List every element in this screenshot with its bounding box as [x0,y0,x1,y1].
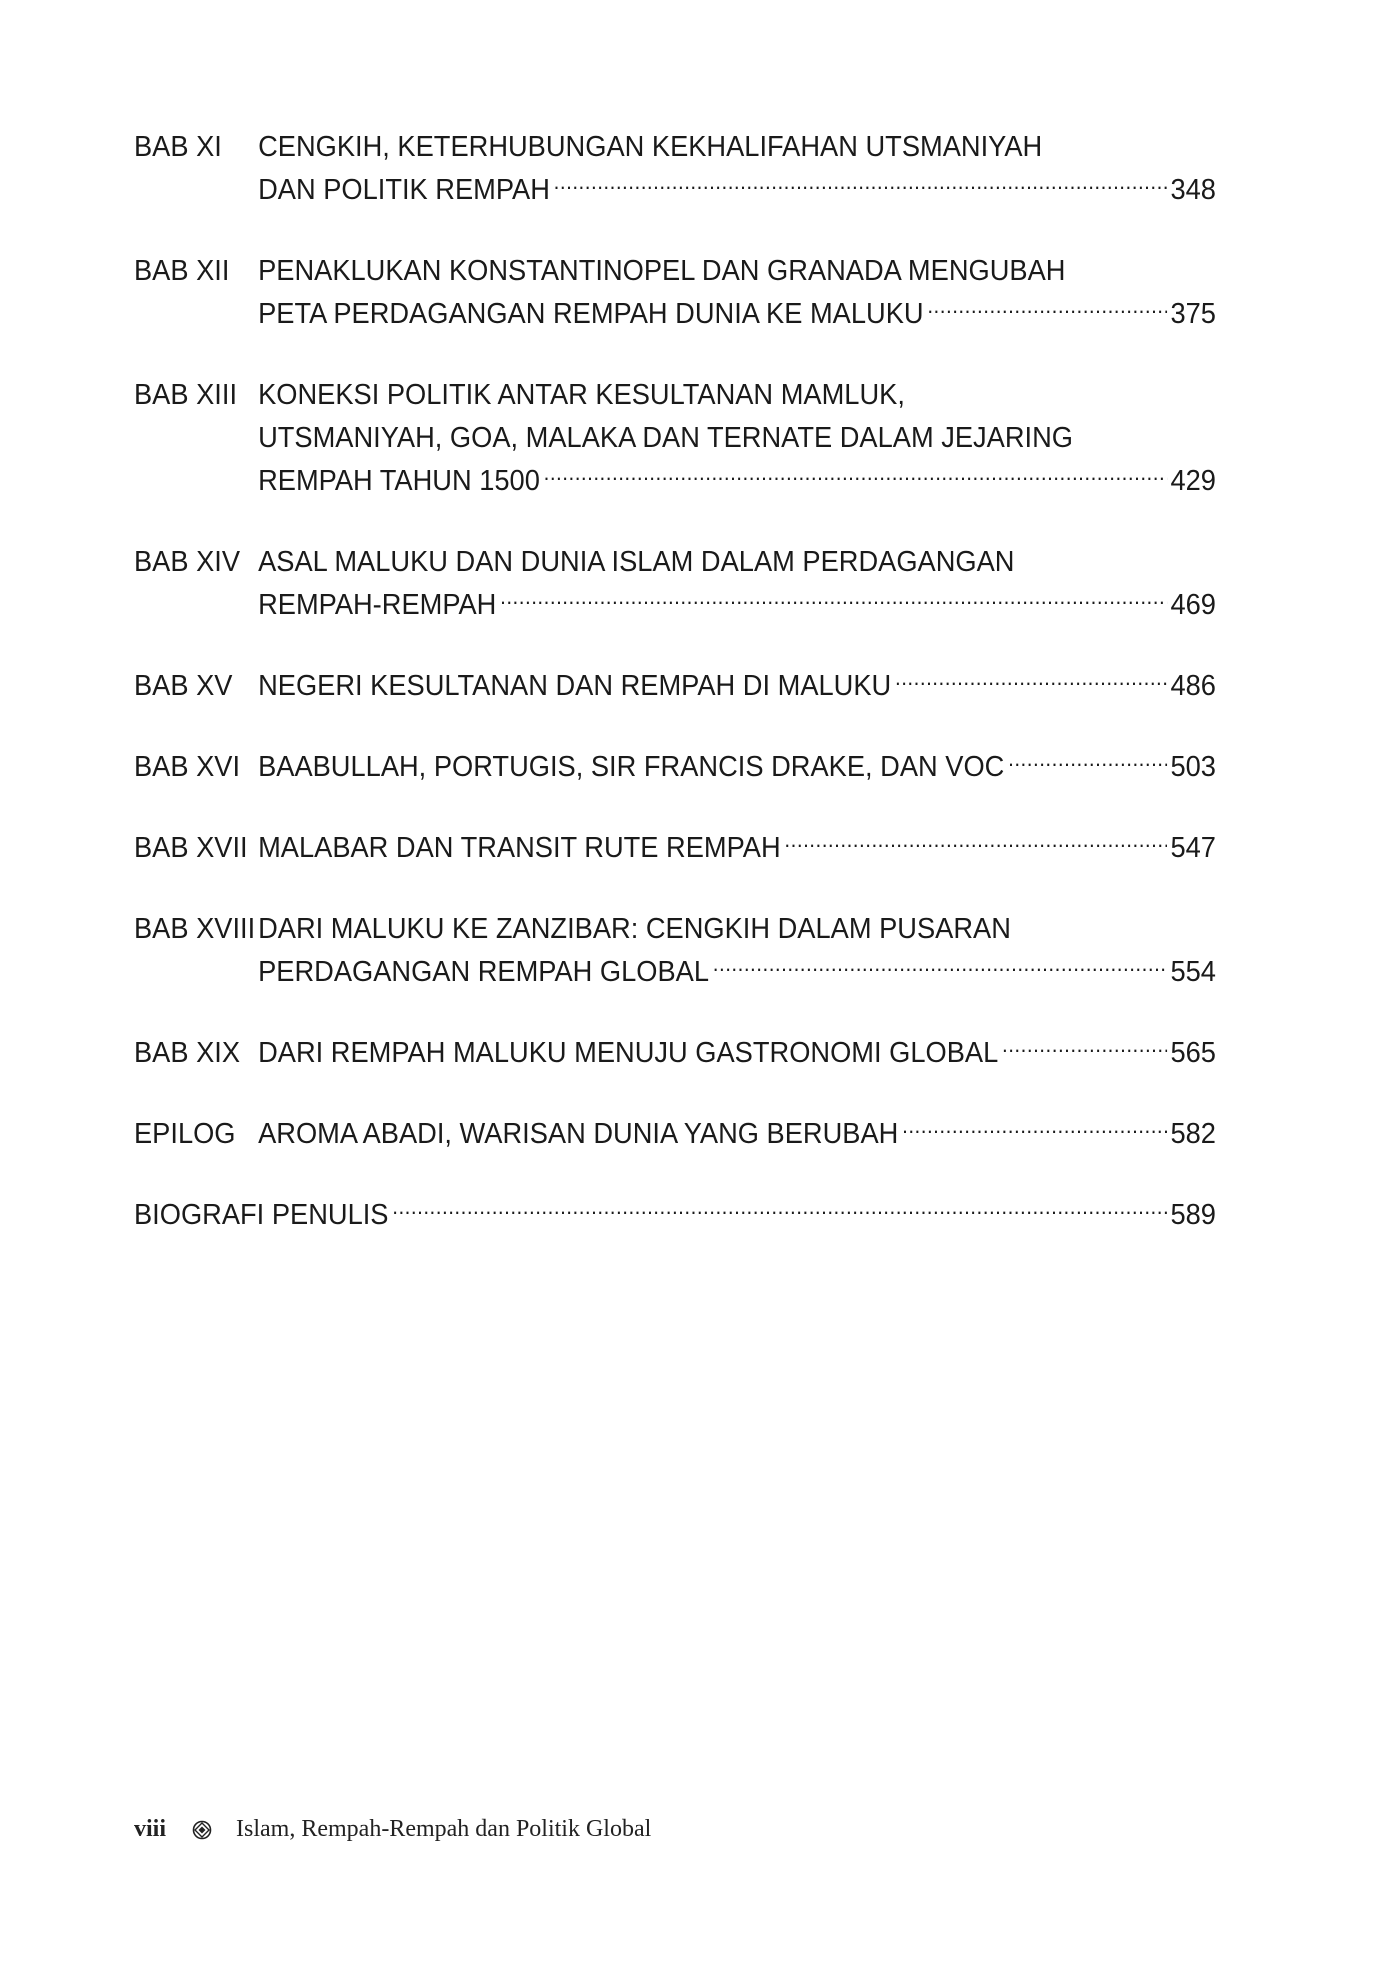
toc-title-line: KONEKSI POLITIK ANTAR KESULTANAN MAMLUK, [258,379,905,411]
footer-book-title: Islam, Rempah-Rempah dan Politik Global [236,1816,652,1842]
toc-title-line: DARI REMPAH MALUKU MENUJU GASTRONOMI GLOBAL [258,1037,999,1069]
toc-chapter-label: EPILOG [134,1118,236,1150]
diamond-ornament-icon [192,1820,212,1840]
page-footer [134,1816,651,1843]
toc-entry [134,827,1216,870]
toc-title-line: DARI MALUKU KE ZANZIBAR: CENGKIH DALAM PUSARAN [258,913,1011,945]
toc-page-number: 503 [1170,751,1216,783]
toc-chapter-label: BAB XI [134,131,222,163]
dot-leader [895,666,1167,695]
toc-title-line: DAN POLITIK REMPAH [258,174,550,206]
toc-entry [134,250,1216,336]
toc-title-line: BIOGRAFI PENULIS [134,1199,389,1231]
toc-title-line: PERDAGANGAN REMPAH GLOBAL [258,956,710,988]
toc-entry [134,665,1216,708]
toc-title-line: AROMA ABADI, WARISAN DUNIA YANG BERUBAH [258,1118,899,1150]
toc-chapter-label: BAB XV [134,670,233,702]
toc-page-number: 554 [1170,956,1216,988]
toc-chapter-label: BAB XVI [134,751,241,783]
footer-page-number: viii [134,1816,167,1842]
toc-chapter-label: BAB XVII [134,832,248,864]
toc-entry [134,746,1216,789]
toc-chapter-label: BAB XVIII [134,913,256,945]
dot-leader [1002,1033,1167,1062]
toc-title-line: CENGKIH, KETERHUBUNGAN KEKHALIFAHAN UTSMANIYAH [258,131,1043,163]
toc-chapter-label: BAB XIII [134,379,238,411]
toc-page-number: 565 [1170,1037,1216,1069]
dot-leader [554,170,1167,199]
dot-leader [544,461,1167,490]
toc-page-number: 589 [1170,1199,1216,1231]
toc-title-line: PENAKLUKAN KONSTANTINOPEL DAN GRANADA MENGUBAH [258,255,1066,287]
toc-page-number: 348 [1170,174,1216,206]
toc-title-line: REMPAH-REMPAH [258,589,497,621]
dot-leader [784,828,1166,857]
toc-entry [134,126,1216,212]
dot-leader [713,952,1167,981]
toc-page-number: 547 [1170,832,1216,864]
toc-page-number: 375 [1170,298,1216,330]
toc-title-line: NEGERI KESULTANAN DAN REMPAH DI MALUKU [258,670,892,702]
toc-entry [134,541,1216,627]
toc-page-number: 429 [1170,465,1216,497]
toc-title-line: MALABAR DAN TRANSIT RUTE REMPAH [258,832,781,864]
toc-title-line: BAABULLAH, PORTUGIS, SIR FRANCIS DRAKE, DAN VOC [258,751,1005,783]
toc-entry [134,1194,1216,1237]
toc-title-line: ASAL MALUKU DAN DUNIA ISLAM DALAM PERDAGANGAN [258,546,1015,578]
toc-page-number: 582 [1170,1118,1216,1150]
toc-title-line: REMPAH TAHUN 1500 [258,465,540,497]
toc-page-number: 469 [1170,589,1216,621]
toc-entry [134,908,1216,994]
toc-title-line: UTSMANIYAH, GOA, MALAKA DAN TERNATE DALAM JEJARING [258,422,1074,454]
toc-chapter-label: BAB XII [134,255,230,287]
toc-page-number: 486 [1170,670,1216,702]
dot-leader [927,294,1166,323]
dot-leader [1008,747,1167,776]
toc-entry [134,1032,1216,1075]
dot-leader [902,1114,1167,1143]
toc-chapter-label: BAB XIV [134,546,241,578]
dot-leader [500,585,1167,614]
toc-entry [134,374,1216,503]
dot-leader [392,1195,1166,1224]
table-of-contents [134,126,1216,1275]
toc-title-line: PETA PERDAGANGAN REMPAH DUNIA KE MALUKU [258,298,924,330]
toc-chapter-label: BAB XIX [134,1037,241,1069]
toc-entry [134,1113,1216,1156]
